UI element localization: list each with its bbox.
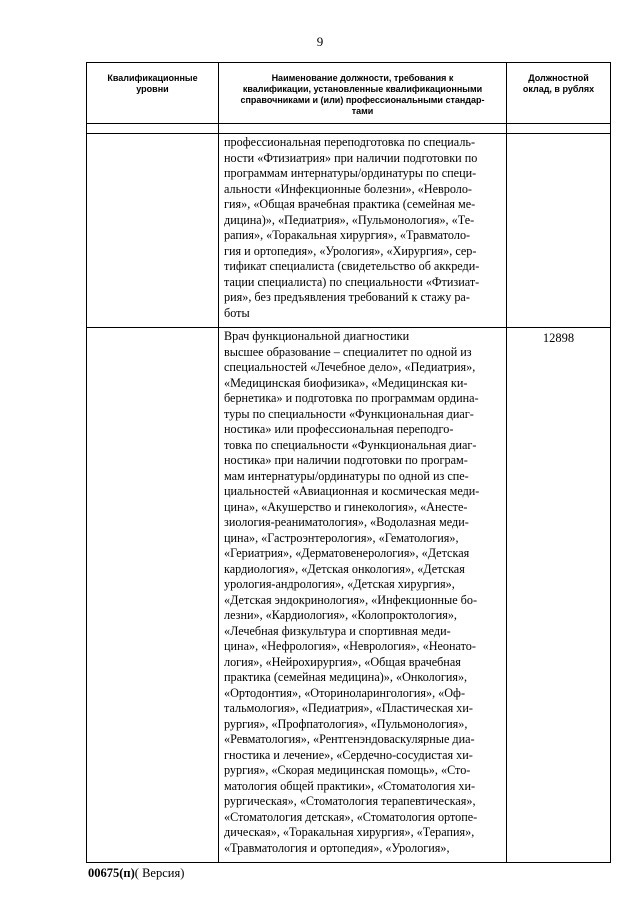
page-number: 9 (316, 34, 324, 49)
text-line: дицина)», «Педиатрия», «Пульмонология», «Те- (224, 212, 475, 227)
qualification-level-cell (87, 134, 219, 328)
salary-cell (507, 328, 611, 863)
text-line: Врач функциональной диагностики (224, 329, 410, 343)
text-line: «Стоматология детская», «Стоматология ортопе- (224, 809, 478, 824)
text-line: матология общей практики», «Стоматология хи- (224, 778, 476, 793)
header-salary (507, 63, 611, 124)
header-position-requirements (219, 63, 507, 124)
text-line: логия», «Нейрохирургия», «Общая врачебная (224, 654, 461, 669)
text-line: лезни», «Кардиология», «Колопроктология», (224, 608, 457, 622)
text-line: кардиология», «Детская онкология», «Детская (224, 561, 465, 576)
text-line: «Гериатрия», «Дерматовенерология», «Детская (224, 546, 470, 560)
text-line: рапия», «Торакальная хирургия», «Травматоло- (224, 228, 471, 242)
text-line: товка по специальности «Функциональная диаг- (224, 437, 477, 452)
text-line: бернетика» и подготовка по программам ордина- (224, 391, 479, 405)
text-line: профессиональная переподготовка по специаль- (224, 135, 476, 149)
salary-cell (507, 134, 611, 328)
text-line: высшее образование – специалитет по одной из (224, 344, 472, 359)
text-line: гия и ортопедия», «Урология», «Хирургия», сер- (224, 243, 477, 258)
header-line: квалификации, установленные квалификационными (242, 84, 483, 94)
document-code: 00675(п) (88, 866, 135, 880)
text-line: рия», без предъявления требований к стажу ра- (224, 290, 470, 304)
text-line: тальмология», «Педиатрия», «Пластическая хи- (224, 701, 473, 715)
text-line: рургия», «Скорая медицинская помощь», «Сто- (224, 763, 471, 777)
header-line: тами (351, 106, 374, 116)
header-line: Должностной (528, 73, 589, 83)
text-line: специальностей «Лечебное дело», «Педиатрия», (224, 360, 476, 374)
text-line: туры по специальности «Функциональная диаг- (224, 406, 474, 421)
text-line: циальностей «Авиационная и космическая меди- (224, 484, 480, 498)
text-line: зиология-реаниматология», «Водолазная меди- (224, 515, 469, 529)
text-line: программам интернатуры/ординатуры по специ- (224, 166, 477, 180)
text-line: рургия», «Профпатология», «Пульмонология», (224, 716, 468, 731)
header-line: Наименование должности, требования к (271, 73, 454, 83)
qualification-table (86, 62, 611, 863)
text-line: тификат специалиста (свидетельство об аккреди- (224, 259, 480, 273)
text-line: «Травматология и ортопедия», «Урология», (224, 840, 450, 855)
text-line: цина», «Нефрология», «Неврология», «Неонато- (224, 639, 476, 653)
table-header-row (87, 63, 611, 124)
text-line: дическая», «Торакальная хирургия», «Терапия», (224, 825, 475, 839)
text-line: практика (семейная медицина)», «Онкология», (224, 670, 468, 684)
document-footer (88, 866, 184, 881)
table-row (87, 134, 611, 328)
requirements-cell (219, 328, 507, 863)
header-line: справочниками и (или) профессиональными стандар- (240, 95, 485, 105)
text-line: боты (224, 305, 250, 320)
text-line: «Детская эндокринология», «Инфекционные бо- (224, 592, 478, 607)
header-qualification-levels (87, 63, 219, 124)
text-line: гностика и лечение», «Сердечно-сосудистая хи- (224, 747, 473, 762)
text-line: «Ревматология», «Рентгенэндоваскулярные диа- (224, 732, 475, 746)
text-line: цина», «Гастроэнтерология», «Гематология», (224, 530, 459, 545)
document-version: ( Версия) (134, 866, 185, 880)
header-line: уровни (136, 84, 169, 94)
requirements-cell (219, 134, 507, 328)
salary-value: 12898 (542, 331, 575, 345)
text-line: урология-андрология», «Детская хирургия», (224, 577, 455, 591)
text-line: «Лечебная физкультура и спортивная меди- (224, 623, 451, 638)
text-line: альности «Инфекционные болезни», «Невроло- (224, 181, 472, 196)
text-line: ностика» при наличии подготовки по програм- (224, 453, 468, 467)
text-line: ностика» или профессиональная переподго- (224, 422, 454, 436)
table-row (87, 328, 611, 863)
text-line: ности «Фтизиатрия» при наличии подготовки по (224, 150, 478, 165)
text-line: мам интернатуры/ординатуры по одной из спе- (224, 468, 469, 483)
qualification-level-cell (87, 328, 219, 863)
text-line: тации специалиста) по специальности «Фтизиат- (224, 274, 480, 289)
text-line: цина», «Акушерство и гинекология», «Анесте- (224, 499, 468, 514)
text-line: рургическая», «Стоматология терапевтическая», (224, 794, 476, 808)
table-spacer-row (87, 124, 611, 134)
text-line: гия», «Общая врачебная практика (семейная ме- (224, 197, 476, 211)
header-line: оклад, в рублях (522, 84, 595, 94)
text-line: «Медицинская биофизика», «Медицинская ки- (224, 375, 468, 390)
text-line: «Ортодонтия», «Оториноларингология», «Оф- (224, 685, 466, 700)
header-line: Квалификационные (107, 73, 198, 83)
